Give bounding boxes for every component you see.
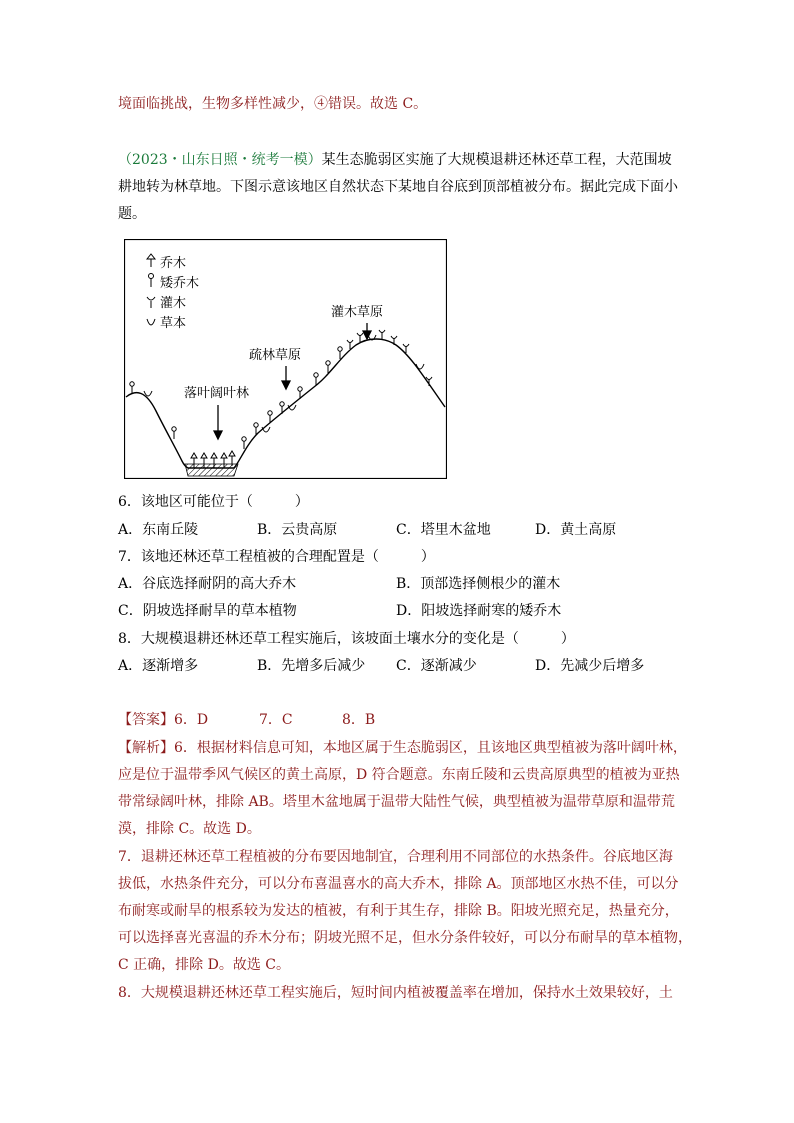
analysis-line-7: 布耐寒或耐旱的根系较为发达的植被，有利于其生存，排除 B。阳坡光照充足，热量充分， [118, 903, 679, 919]
q8-option-c: C．逐渐减少 [396, 658, 477, 674]
analysis-line-2: 应是位于温带季风气候区的黄土高原，D 符合题意。东南丘陵和云贵高原典型的植被为亚热 [118, 767, 680, 783]
q6-option-c: C．塔里木盆地 [396, 522, 491, 538]
analysis-text-1: 6．根据材料信息可知，本地区属于生态脆弱区，且该地区典型植被为落叶阔叶林， [174, 740, 687, 756]
q6-option-d: D．黄土高原 [535, 522, 617, 538]
q7-option-b: B．顶部选择侧根少的灌木 [396, 576, 561, 592]
analysis-line-10: 8．大规模退耕还林还草工程实施后，短时间内植被覆盖率在增加，保持水土效果较好，土 [118, 985, 673, 1001]
answer-6: 6．D [174, 712, 209, 728]
analysis-line-6: 拔低，水热条件充分，可以分布喜温喜水的高大乔木，排除 A。顶部地区水热不佳，可以分 [118, 876, 679, 892]
q8-option-b: B．先增多后减少 [257, 658, 366, 674]
analysis-line-5: 7．退耕还林还草工程植被的分布要因地制宜，合理利用不同部位的水热条件。谷底地区海 [118, 849, 673, 865]
q8-option-a: A．逐渐增多 [118, 658, 199, 674]
vegetation-profile-figure [124, 239, 447, 479]
analysis-tag: 【解析】 [118, 740, 174, 756]
label-sparse-grassland: 疏林草原 [249, 348, 302, 363]
q6-stem: 6．该地区可能位于（ ） [118, 494, 309, 510]
valley-floor [185, 464, 238, 476]
q7-stem: 7．该地还林还草工程植被的合理配置是（ ） [118, 549, 435, 565]
q8-stem: 8．大规模退耕还林还草工程实施后，该坡面土壤水分的变化是（ ） [118, 631, 575, 647]
analysis-line-8: 可以选择喜光喜温的乔木分布；阴坡光照不足，但水分条件较好，可以分布耐旱的草本植物， [118, 930, 692, 946]
q7-option-d: D．阳坡选择耐寒的矮乔木 [396, 603, 562, 619]
label-deciduous-forest: 落叶阔叶林 [184, 386, 250, 401]
analysis-line-3: 带常绿阔叶林，排除 AB。塔里木盆地属于温带大陆性气候，典型植被为温带草原和温带荒 [118, 794, 675, 810]
analysis-line-9: C 正确，排除 D。故选 C。 [118, 957, 290, 973]
legend-label-tree: 乔木 [160, 256, 187, 271]
stem-text-1: 某生态脆弱区实施了大规模退耕还林还草工程，大范围坡 [321, 152, 672, 168]
source-tag: （2023・山东日照・统考一模） [118, 152, 322, 168]
legend-label-shrub: 灌木 [160, 296, 187, 311]
q8-option-d: D．先减少后增多 [535, 658, 645, 674]
question-stem-line-1 [118, 150, 672, 170]
q6-option-b: B．云贵高原 [257, 522, 338, 538]
intro-line: 境面临挑战，生物多样性减少，④错误。故选 C。 [118, 96, 428, 112]
question-stem-line-2: 耕地转为林草地。下图示意该地区自然状态下某地自谷底到顶部植被分布。据此完成下面小 [118, 179, 678, 195]
label-shrub-grassland: 灌木草原 [331, 305, 384, 320]
q7-option-c: C．阴坡选择耐旱的草本植物 [118, 603, 297, 619]
q7-option-a: A．谷底选择耐阴的高大乔木 [118, 576, 297, 592]
analysis-line-1 [118, 738, 687, 758]
analysis-line-4: 漠，排除 C。故选 D。 [118, 821, 261, 837]
answer-tag: 【答案】 [118, 712, 174, 728]
answer-line [118, 710, 208, 730]
answer-7: 7．C [259, 712, 293, 728]
legend-label-grass: 草本 [160, 316, 187, 331]
question-stem-line-3: 题。 [118, 206, 146, 222]
q6-option-a: A．东南丘陵 [118, 522, 199, 538]
answer-8: 8．B [342, 712, 376, 728]
legend-label-small-tree: 矮乔木 [160, 276, 200, 291]
